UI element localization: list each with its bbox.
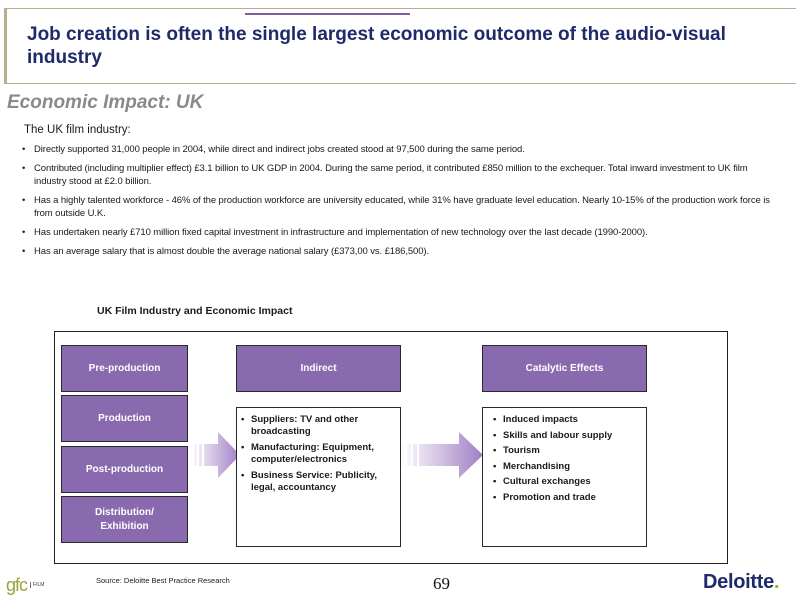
- stage-pre-production: Pre-production: [61, 345, 188, 392]
- page-number: 69: [433, 574, 450, 593]
- intro-text: The UK film industry:: [24, 124, 131, 136]
- diagram-title: UK Film Industry and Economic Impact: [97, 305, 293, 317]
- catalytic-list: [482, 407, 647, 547]
- catalytic-item: • Merchandising: [489, 461, 646, 473]
- indirect-item: • Manufacturing: Equipment, computer/electronics: [237, 442, 400, 466]
- bullet-item: • Has a highly talented workforce - 46% of the production workforce are university educated, while 31% have graduate level education. Nearly 10-15% of the production work force is from outside U.K.: [22, 194, 782, 220]
- stage-production: Production: [61, 395, 188, 442]
- slide-title: Job creation is often the single largest economic outcome of the audio-visual industry: [27, 24, 726, 68]
- catalytic-item: • Tourism: [489, 445, 646, 457]
- source-note: Source: Deloitte Best Practice Research: [96, 576, 230, 585]
- gfc-logo: [6, 575, 44, 595]
- diagram-frame: [54, 331, 728, 564]
- stage-post-production: Post-production: [61, 446, 188, 493]
- title-accent-line: [245, 13, 410, 15]
- bullet-list: [22, 143, 782, 264]
- catalytic-item: • Cultural exchanges: [489, 476, 646, 488]
- deloitte-logo: [703, 571, 779, 594]
- bullet-item: • Contributed (including multiplier effect) £3.1 billion to UK GDP in 2004. During the same period, it contributed £850 million to the exchequer. Total inward investment to UK film industry stood at £2.0 billion.: [22, 162, 782, 188]
- catalytic-header: Catalytic Effects: [482, 345, 647, 392]
- indirect-item: • Suppliers: TV and other broadcasting: [237, 414, 400, 438]
- bullet-item: • Has an average salary that is almost double the average national salary (£373,00 vs. £186,500).: [22, 245, 782, 258]
- indirect-list: [236, 407, 401, 547]
- indirect-item: • Business Service: Publicity, legal, accountancy: [237, 470, 400, 494]
- catalytic-item: • Induced impacts: [489, 414, 646, 426]
- gfc-logo-sub: FILM: [30, 582, 44, 588]
- catalytic-item: • Promotion and trade: [489, 492, 646, 504]
- indirect-header: Indirect: [236, 345, 401, 392]
- deloitte-logo-dot: .: [773, 571, 780, 593]
- gfc-logo-text: gfc: [6, 574, 28, 595]
- flow-arrow: [401, 432, 483, 478]
- flow-arrow: [190, 432, 240, 478]
- stage-distribution-exhibition: Distribution/ Exhibition: [61, 496, 188, 543]
- title-box: [4, 8, 796, 84]
- section-heading: Economic Impact: UK: [7, 92, 204, 113]
- catalytic-item: • Skills and labour supply: [489, 430, 646, 442]
- bullet-item: • Has undertaken nearly £710 million fixed capital investment in infrastructure and implementation of new technology over the last decade (1990-2000).: [22, 226, 782, 239]
- deloitte-logo-text: Deloitte: [703, 571, 774, 593]
- bullet-item: • Directly supported 31,000 people in 2004, while direct and indirect jobs created stood at 97,500 during the same period.: [22, 143, 782, 156]
